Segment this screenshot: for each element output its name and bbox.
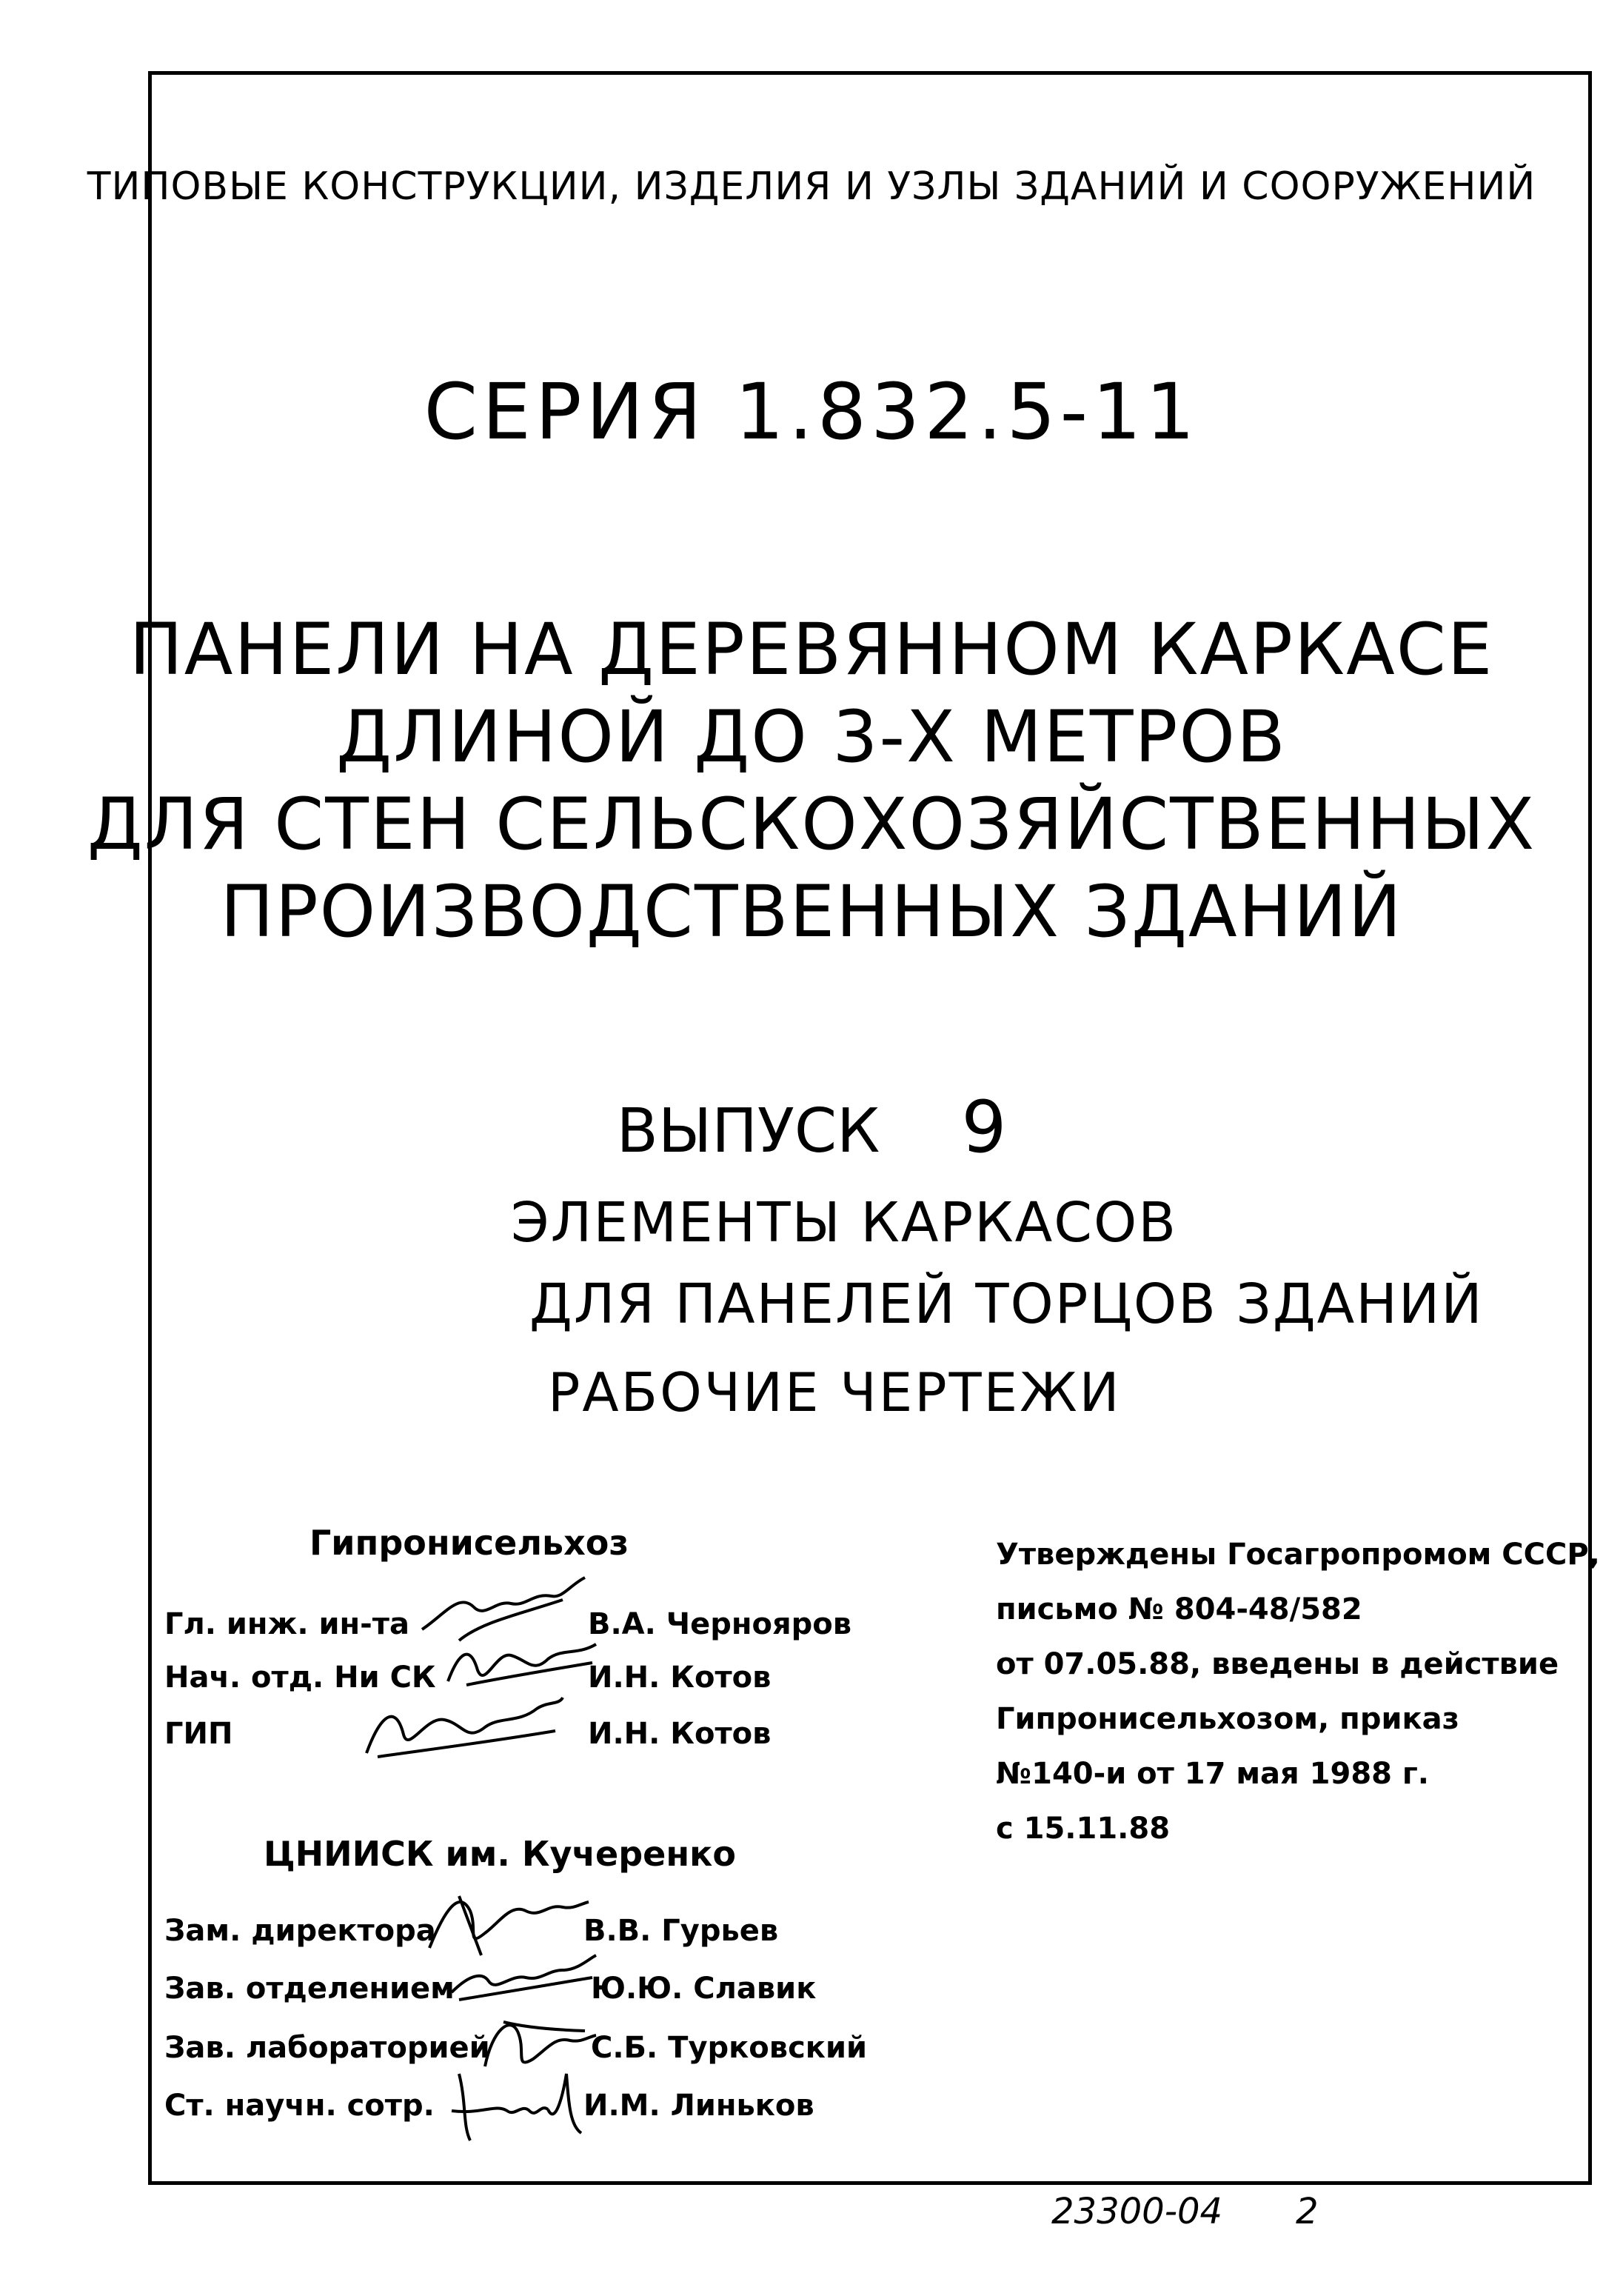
- working-drawings-label: РАБОЧИЕ ЧЕРТЕЖИ: [548, 1361, 1122, 1424]
- staff-person: И.Н. Котов: [588, 1661, 772, 1695]
- page-number: 2: [1296, 2191, 1319, 2232]
- staff-person: Ю.Ю. Славик: [591, 1972, 817, 2006]
- staff-person: В.В. Гурьев: [583, 1914, 779, 1948]
- approval-line: письмо № 804-48/582: [996, 1592, 1362, 1626]
- signature-kotov-2: [355, 1690, 570, 1764]
- collection-header: ТИПОВЫЕ КОНСТРУКЦИИ, ИЗДЕЛИЯ И УЗЛЫ ЗДАНИЙ И СООРУЖЕНИЙ: [87, 164, 1536, 209]
- staff-role: ГИП: [164, 1717, 233, 1751]
- staff-role: Гл. инж. ин-та: [164, 1607, 409, 1641]
- title-line: ДЛЯ СТЕН СЕЛЬСКОХОЗЯЙСТВЕННЫХ: [87, 783, 1536, 866]
- issue-subtitle-line: ДЛЯ ПАНЕЛЕЙ ТОРЦОВ ЗДАНИЙ: [529, 1272, 1484, 1336]
- approval-line: №140-и от 17 мая 1988 г.: [996, 1757, 1429, 1791]
- approval-line: Утверждены Госагропромом СССР,: [996, 1538, 1600, 1572]
- staff-person: И.М. Линьков: [583, 2089, 814, 2123]
- approval-line: с 15.11.88: [996, 1812, 1171, 1846]
- issue-label: ВЫПУСК: [616, 1096, 880, 1167]
- staff-person: В.А. Чернояров: [588, 1607, 852, 1641]
- issue-subtitle-line: ЭЛЕМЕНТЫ КАРКАСОВ: [511, 1191, 1177, 1255]
- signature-slavik: [444, 1948, 600, 2007]
- document-title: [0, 606, 1623, 955]
- signature-linkov: [437, 2059, 585, 2148]
- issue-number: 9: [961, 1086, 1007, 1169]
- staff-person: С.Б. Турковский: [591, 2031, 868, 2065]
- issue-subtitle: [511, 1182, 1484, 1345]
- title-line: ПАНЕЛИ НА ДЕРЕВЯННОМ КАРКАСЕ: [129, 608, 1494, 691]
- approval-line: от 07.05.88, введены в действие: [996, 1647, 1559, 1681]
- issue-heading: [0, 1086, 1623, 1169]
- approval-line: Гипронисельхозом, приказ: [996, 1702, 1459, 1736]
- staff-role: Зам. директора: [164, 1914, 436, 1948]
- staff-role: Ст. научн. сотр.: [164, 2089, 435, 2123]
- staff-role: Нач. отд. Ни СК: [164, 1661, 436, 1695]
- staff-role: Зав. отделением: [164, 1972, 455, 2006]
- org-gipronselkhoz-name: Гипронисельхоз: [309, 1523, 629, 1563]
- staff-person: И.Н. Котов: [588, 1717, 772, 1751]
- org-tsniisk-name: ЦНИИСК им. Кучеренко: [264, 1834, 736, 1874]
- signature-kotov-1: [437, 1629, 607, 1696]
- document-number: 23300-04: [1051, 2191, 1223, 2232]
- series-number: СЕРИЯ 1.832.5-11: [424, 367, 1199, 457]
- approval-block: [996, 1527, 1600, 1856]
- staff-role: Зав. лабораторией: [164, 2031, 490, 2065]
- title-line: ПРОИЗВОДСТВЕННЫХ ЗДАНИЙ: [220, 870, 1403, 953]
- title-line: ДЛИНОЙ ДО 3-Х МЕТРОВ: [336, 695, 1287, 778]
